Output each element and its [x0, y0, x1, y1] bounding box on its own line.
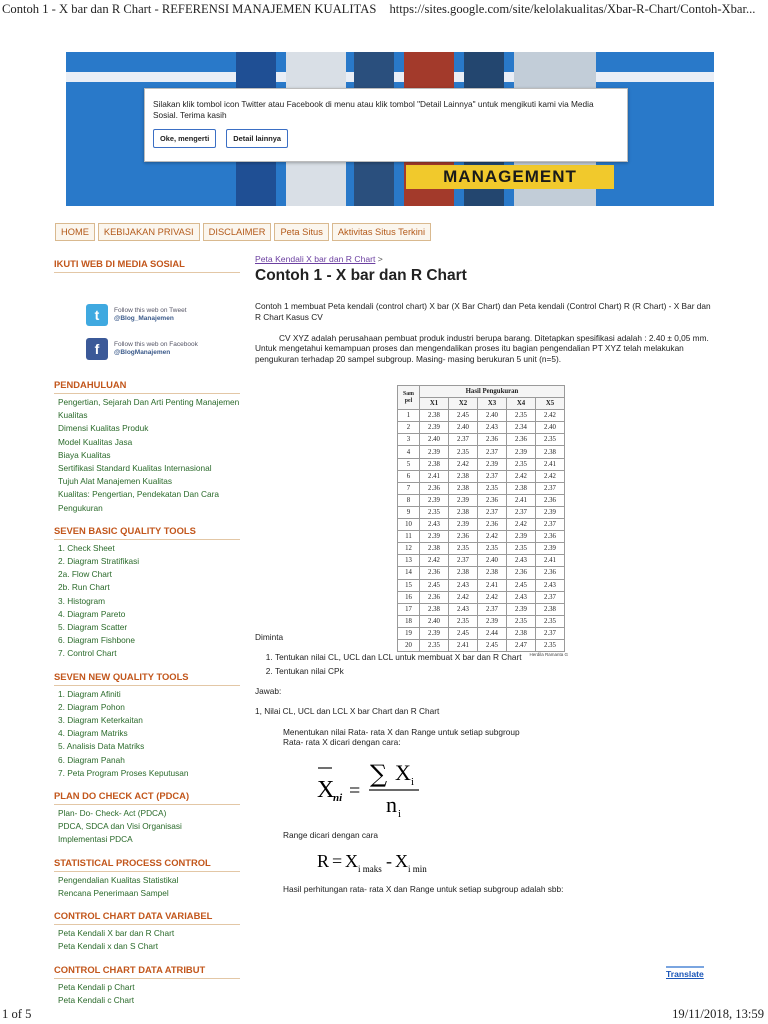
table-cell: 2.39 [420, 531, 449, 543]
table-cell: 2.35 [507, 615, 536, 627]
table-cell: 2.36 [449, 531, 478, 543]
intro-paragraph: Contoh 1 membuat Peta kendali (control chart) X bar (X Bar Chart) dan Peta kendali (Control Chart) R (R Chart) - X Bar dan R Chart Kasus CV [255, 301, 711, 322]
sidebar-section-heading: CONTROL CHART DATA VARIABEL [54, 910, 240, 925]
table-cell: 2.42 [449, 591, 478, 603]
svg-text:X: X [345, 851, 358, 871]
table-cell: 2.41 [420, 470, 449, 482]
table-cell: 2.39 [449, 519, 478, 531]
table-cell: 2.39 [420, 446, 449, 458]
nav-tab-sitemap[interactable]: Peta Situs [274, 223, 328, 241]
formula-num: X [395, 760, 411, 785]
table-cell: 2.42 [420, 555, 449, 567]
table-cell: 2.36 [536, 567, 565, 579]
page-title: Contoh 1 - X bar dan R Chart [255, 267, 467, 284]
table-cell: 2.36 [507, 567, 536, 579]
table-cell: 2.38 [449, 567, 478, 579]
sidebar-section-heading: PLAN DO CHECK ACT (PDCA) [54, 790, 240, 805]
svg-text:∑: ∑ [370, 760, 388, 788]
table-cell: 2.45 [420, 579, 449, 591]
table-cell: 2.41 [507, 494, 536, 506]
table-cell: 2.43 [449, 603, 478, 615]
table-cell: 2.36 [420, 591, 449, 603]
print-header [0, 0, 768, 22]
jawab-label: Jawab: [255, 686, 282, 696]
sidebar-link[interactable]: 2. Diagram Pohon [58, 701, 125, 712]
step1-heading: 1, Nilai CL, UCL dan LCL X bar Chart dan R Chart [255, 706, 440, 716]
table-cell: 2.41 [536, 458, 565, 470]
sidebar-link[interactable]: Peta Kendali x dan S Chart [58, 941, 159, 952]
table-row [398, 567, 565, 579]
sidebar-link[interactable]: 3. Histogram [58, 595, 106, 606]
sidebar-link[interactable]: 4. Diagram Matriks [58, 728, 128, 739]
table-row [398, 470, 565, 482]
sidebar-link[interactable]: 2. Diagram Stratifikasi [58, 556, 140, 567]
detail-button[interactable]: Detail lainnya [226, 129, 288, 148]
measurement-table [397, 385, 565, 652]
table-cell: 2.35 [536, 639, 565, 651]
table-cell: 2.35 [507, 458, 536, 470]
table-cell: 11 [398, 531, 420, 543]
sidebar-link[interactable]: Rencana Penerimaan Sampel [58, 887, 169, 898]
table-cell: 8 [398, 494, 420, 506]
sidebar-link[interactable]: Peta Kendali p Chart [58, 981, 135, 992]
table-cell: 2.37 [536, 519, 565, 531]
sidebar-link[interactable]: 2a. Flow Chart [58, 569, 112, 580]
table-cell: 2.38 [536, 446, 565, 458]
table-cell: 18 [398, 615, 420, 627]
table-row [398, 579, 565, 591]
sidebar-link[interactable]: 5. Analisis Data Matriks [58, 741, 145, 752]
sidebar-link[interactable]: 4. Diagram Pareto [58, 608, 126, 619]
sidebar-heading-social: IKUTI WEB DI MEDIA SOSIAL [54, 258, 240, 273]
facebook-icon: f [86, 338, 108, 360]
table-cell: 10 [398, 519, 420, 531]
task-item: 1. Tentukan nilai CL, UCL dan LCL untuk membuat X bar dan R Chart [275, 650, 715, 664]
sidebar-link[interactable]: 1. Diagram Afiniti [58, 688, 121, 699]
facebook-handle: @BlogManajemen [114, 349, 171, 356]
table-cell: 13 [398, 555, 420, 567]
twitter-icon: t [86, 304, 108, 326]
formula-lhs-sub: ni [333, 792, 343, 804]
table-cell: 2.39 [507, 446, 536, 458]
sidebar-section-heading: CONTROL CHART DATA ATRIBUT [54, 964, 240, 979]
table-cell: 2.38 [420, 458, 449, 470]
sidebar-link[interactable]: 2b. Run Chart [58, 582, 110, 593]
table-cell: 2.42 [507, 470, 536, 482]
table-cell: 2.38 [507, 627, 536, 639]
table-cell: 2.35 [449, 446, 478, 458]
breadcrumb [255, 254, 715, 264]
table-cell: 2.35 [536, 615, 565, 627]
range-lhs: R [317, 851, 330, 871]
table-row [398, 422, 565, 434]
table-row [398, 506, 565, 518]
diminta-label: Diminta [255, 632, 284, 642]
table-row [398, 458, 565, 470]
banner-management-label: MANAGEMENT [406, 165, 614, 189]
table-cell: 2.37 [478, 506, 507, 518]
sidebar-link[interactable]: Biaya Kualitas [58, 449, 111, 460]
table-cell: 16 [398, 591, 420, 603]
table-row [398, 531, 565, 543]
table-header-group: Hasil Pengukuran [420, 386, 565, 398]
table-cell: 2.43 [478, 422, 507, 434]
sidebar-link[interactable]: Pengertian, Sejarah Dan Arti Penting Manajemen Kualitas [58, 397, 240, 421]
table-cell: 2.42 [449, 458, 478, 470]
table-cell: 2.41 [478, 579, 507, 591]
range-text: Range dicari dengan cara [283, 830, 379, 840]
table-cell: 2.35 [449, 615, 478, 627]
table-cell: 2.40 [536, 422, 565, 434]
table-cell: 4 [398, 446, 420, 458]
sidebar-section-heading: STATISTICAL PROCESS CONTROL [54, 857, 240, 872]
formula-den: n [386, 792, 397, 817]
table-cell: 2.39 [478, 458, 507, 470]
table-row [398, 494, 565, 506]
table-cell: 2.40 [478, 555, 507, 567]
table-cell: 14 [398, 567, 420, 579]
table-cell: 2.42 [478, 531, 507, 543]
table-row [398, 591, 565, 603]
print-url: https://sites.google.com/site/kelolakualitas/Xbar-R-Chart/Contoh-Xbar... [389, 2, 756, 16]
twitter-line1: Follow this web on Tweet [114, 307, 187, 314]
sidebar-link[interactable]: Plan- Do- Check- Act (PDCA) [58, 808, 167, 819]
table-cell: 2.40 [449, 422, 478, 434]
formula-den-sub: i [398, 808, 402, 819]
facebook-line1: Follow this web on Facebook [114, 341, 198, 348]
table-cell: 2.42 [536, 410, 565, 422]
table-cell: 2.38 [449, 482, 478, 494]
sidebar-link[interactable]: 6. Diagram Fishbone [58, 635, 136, 646]
table-row [398, 519, 565, 531]
table-cell: 2.35 [449, 543, 478, 555]
table-cell: 2.45 [507, 579, 536, 591]
table-cell: 2.38 [478, 567, 507, 579]
svg-text:=: = [349, 780, 361, 802]
table-cell: 2.37 [478, 470, 507, 482]
table-cell: 2.42 [536, 470, 565, 482]
table-cell: 2.36 [420, 482, 449, 494]
table-credit: Herdila Ramanta G [529, 652, 568, 658]
table-header-col: X4 [507, 398, 536, 410]
sidebar-link[interactable]: 1. Check Sheet [58, 542, 115, 553]
table-row [398, 603, 565, 615]
table-header-col: X2 [449, 398, 478, 410]
table-row [398, 555, 565, 567]
sidebar-link[interactable]: 5. Diagram Scatter [58, 622, 128, 633]
sidebar-section-heading: SEVEN NEW QUALITY TOOLS [54, 671, 240, 686]
table-cell: 2.38 [507, 482, 536, 494]
table-header-col: X1 [420, 398, 449, 410]
sidebar-link[interactable]: 3. Diagram Keterkaitan [58, 715, 143, 726]
sidebar-sections [54, 379, 240, 1007]
table-cell: 2.36 [507, 434, 536, 446]
step1a-text: Menentukan nilai Rata- rata X dan Range untuk setiap subgroup [283, 727, 520, 737]
table-cell: 5 [398, 458, 420, 470]
nav-tab-recent-activity[interactable]: Aktivitas Situs Terkini [332, 223, 431, 241]
table-cell: 2.45 [449, 410, 478, 422]
sidebar-link[interactable]: Kualitas: Pengertian, Pendekatan Dan Cara Pengukuran [58, 489, 219, 513]
table-cell: 2.43 [449, 579, 478, 591]
table-cell: 2.36 [536, 531, 565, 543]
twitter-follow-link[interactable] [86, 301, 216, 329]
table-row [398, 482, 565, 494]
table-cell: 2.42 [507, 519, 536, 531]
range-a-sub: i maks [358, 864, 382, 874]
table-cell: 7 [398, 482, 420, 494]
sidebar-link[interactable]: Model Kualitas Jasa [58, 436, 133, 447]
table-cell: 2.35 [536, 434, 565, 446]
table-cell: 2.38 [420, 410, 449, 422]
table-row [398, 615, 565, 627]
table-cell: 1 [398, 410, 420, 422]
dialog-message: Silakan klik tombol icon Twitter atau Facebook di menu atau klik tombol "Detail Lainnya" untuk mengikuti kami via Media Sosial. Terima kasih [153, 99, 594, 120]
table-cell: 2.36 [536, 494, 565, 506]
case-paragraph: CV XYZ adalah perusahaan pembuat produk industri berupa barang. Ditetapkan spesifikasi adalah : 2.40 ± 0,05 mm. Untuk mengetahui kemampuan proses dan mengendalikan proses itu bagian pengendalian PT XYZ telah melakukan pengukuran terhadap 20 sampel subgroup. Masing- masing berukuran 5 unit (n=5). [255, 332, 709, 365]
table-cell: 2.41 [536, 555, 565, 567]
table-cell: 2.37 [449, 555, 478, 567]
table-cell: 2.43 [507, 591, 536, 603]
table-cell: 2.43 [507, 555, 536, 567]
table-cell: 9 [398, 506, 420, 518]
nav-tab-home[interactable]: HOME [55, 223, 95, 241]
sidebar-link[interactable]: 7. Peta Program Proses Keputusan [58, 767, 189, 778]
table-body [398, 410, 565, 652]
breadcrumb-link[interactable]: Peta Kendali X bar dan R Chart [255, 254, 376, 264]
svg-text:-: - [386, 851, 392, 871]
table-cell: 2.37 [478, 446, 507, 458]
table-cell: 2.45 [449, 627, 478, 639]
table-cell: 2.37 [449, 434, 478, 446]
table-cell: 2.38 [420, 543, 449, 555]
sidebar-section-heading: PENDAHULUAN [54, 379, 240, 394]
table-cell: 2.43 [420, 519, 449, 531]
table-cell: 2.36 [478, 519, 507, 531]
table-row [398, 639, 565, 651]
table-cell: 2.37 [507, 506, 536, 518]
print-datetime: 19/11/2018, 13:59 [672, 1007, 764, 1021]
table-cell: 2.38 [449, 470, 478, 482]
table-cell: 2.36 [478, 434, 507, 446]
social-follow-dialog [144, 88, 628, 162]
nav-tab-privacy[interactable]: KEBIJAKAN PRIVASI [98, 223, 200, 241]
sidebar-link[interactable]: Peta Kendali c Chart [58, 994, 135, 1005]
table-cell: 19 [398, 627, 420, 639]
range-b-sub: i min [408, 864, 427, 874]
table-row [398, 446, 565, 458]
table-cell: 2.39 [478, 615, 507, 627]
table-cell: 2.38 [536, 603, 565, 615]
table-cell: 2.39 [449, 494, 478, 506]
task-item: 2. Tentukan nilai CPk [275, 664, 715, 678]
table-cell: 2.40 [420, 434, 449, 446]
table-cell: 2.39 [536, 543, 565, 555]
sidebar-link[interactable]: Tujuh Alat Manajemen Kualitas [58, 476, 173, 487]
table-cell: 2.36 [478, 494, 507, 506]
print-title: Contoh 1 - X bar dan R Chart - REFERENSI MANAJEMEN KUALITAS [2, 2, 377, 16]
table-header-sampel: Sam pel [398, 386, 420, 410]
mean-formula [315, 757, 445, 819]
table-cell: 2.39 [420, 627, 449, 639]
table-cell: 2.38 [449, 506, 478, 518]
table-cell: 2.41 [449, 639, 478, 651]
breadcrumb-separator: > [377, 254, 383, 264]
table-row [398, 434, 565, 446]
table-cell: 2 [398, 422, 420, 434]
table-header-col: X5 [536, 398, 565, 410]
table-cell: 2.44 [478, 627, 507, 639]
table-cell: 2.35 [478, 482, 507, 494]
table-cell: 2.39 [536, 506, 565, 518]
table-cell: 12 [398, 543, 420, 555]
table-cell: 2.39 [507, 531, 536, 543]
sidebar-link[interactable]: 7. Control Chart [58, 648, 117, 659]
nav-tab-disclaimer[interactable]: DISCLAIMER [203, 223, 272, 241]
table-cell: 2.37 [536, 482, 565, 494]
sidebar-link[interactable]: 6. Diagram Panah [58, 754, 125, 765]
table-cell: 2.47 [507, 639, 536, 651]
top-nav [55, 223, 431, 241]
sidebar-link[interactable]: Implementasi PDCA [58, 834, 133, 845]
table-cell: 15 [398, 579, 420, 591]
table-cell: 2.37 [536, 627, 565, 639]
sidebar-link[interactable]: Dimensi Kualitas Produk [58, 423, 149, 434]
table-cell: 2.40 [478, 410, 507, 422]
table-row [398, 627, 565, 639]
table-cell: 2.35 [478, 543, 507, 555]
table-row [398, 543, 565, 555]
table-cell: 17 [398, 603, 420, 615]
twitter-handle: @Blog_Manajemen [114, 315, 174, 322]
table-cell: 2.38 [420, 603, 449, 615]
table-cell: 2.35 [420, 639, 449, 651]
result-text: Hasil perhitungan rata- rata X dan Range untuk setiap subgroup adalah sbb: [283, 884, 564, 894]
svg-text:=: = [332, 851, 343, 871]
table-cell: 2.45 [478, 639, 507, 651]
table-cell: 2.39 [507, 603, 536, 615]
table-row [398, 410, 565, 422]
table-cell: 2.37 [478, 603, 507, 615]
sidebar-link[interactable]: Pengendalian Kualitas Statistikal [58, 874, 179, 885]
sidebar-section-heading: SEVEN BASIC QUALITY TOOLS [54, 525, 240, 540]
sidebar-link[interactable]: Peta Kendali X bar dan R Chart [58, 928, 175, 939]
table-cell: 3 [398, 434, 420, 446]
table-cell: 2.40 [420, 615, 449, 627]
table-cell: 2.36 [420, 567, 449, 579]
table-cell: 2.39 [420, 494, 449, 506]
step1b-text: Rata- rata X dicari dengan cara: [283, 737, 401, 747]
sidebar-link[interactable]: Sertifikasi Standard Kualitas Internasional [58, 463, 212, 474]
table-cell: 2.43 [536, 579, 565, 591]
sidebar-link[interactable]: PDCA, SDCA dan Visi Organisasi [58, 821, 182, 832]
table-cell: 2.35 [420, 506, 449, 518]
table-cell: 2.35 [507, 543, 536, 555]
translate-link[interactable]: Translate [666, 966, 704, 979]
formula-num-sub: i [411, 776, 415, 788]
ok-button[interactable]: Oke, mengerti [153, 129, 216, 148]
table-cell: 2.35 [507, 410, 536, 422]
measurement-table-figure [397, 385, 568, 657]
page-number: 1 of 5 [2, 1007, 32, 1021]
table-header-col: X3 [478, 398, 507, 410]
svg-text:X: X [395, 851, 408, 871]
table-cell: 2.37 [536, 591, 565, 603]
sidebar [54, 258, 240, 1007]
table-cell: 2.39 [420, 422, 449, 434]
table-cell: 20 [398, 639, 420, 651]
svg-text:X: X [317, 777, 335, 803]
range-formula [315, 845, 445, 877]
social-links [54, 275, 240, 373]
table-cell: 2.34 [507, 422, 536, 434]
facebook-follow-link[interactable] [86, 335, 216, 363]
table-cell: 2.42 [478, 591, 507, 603]
table-cell: 6 [398, 470, 420, 482]
